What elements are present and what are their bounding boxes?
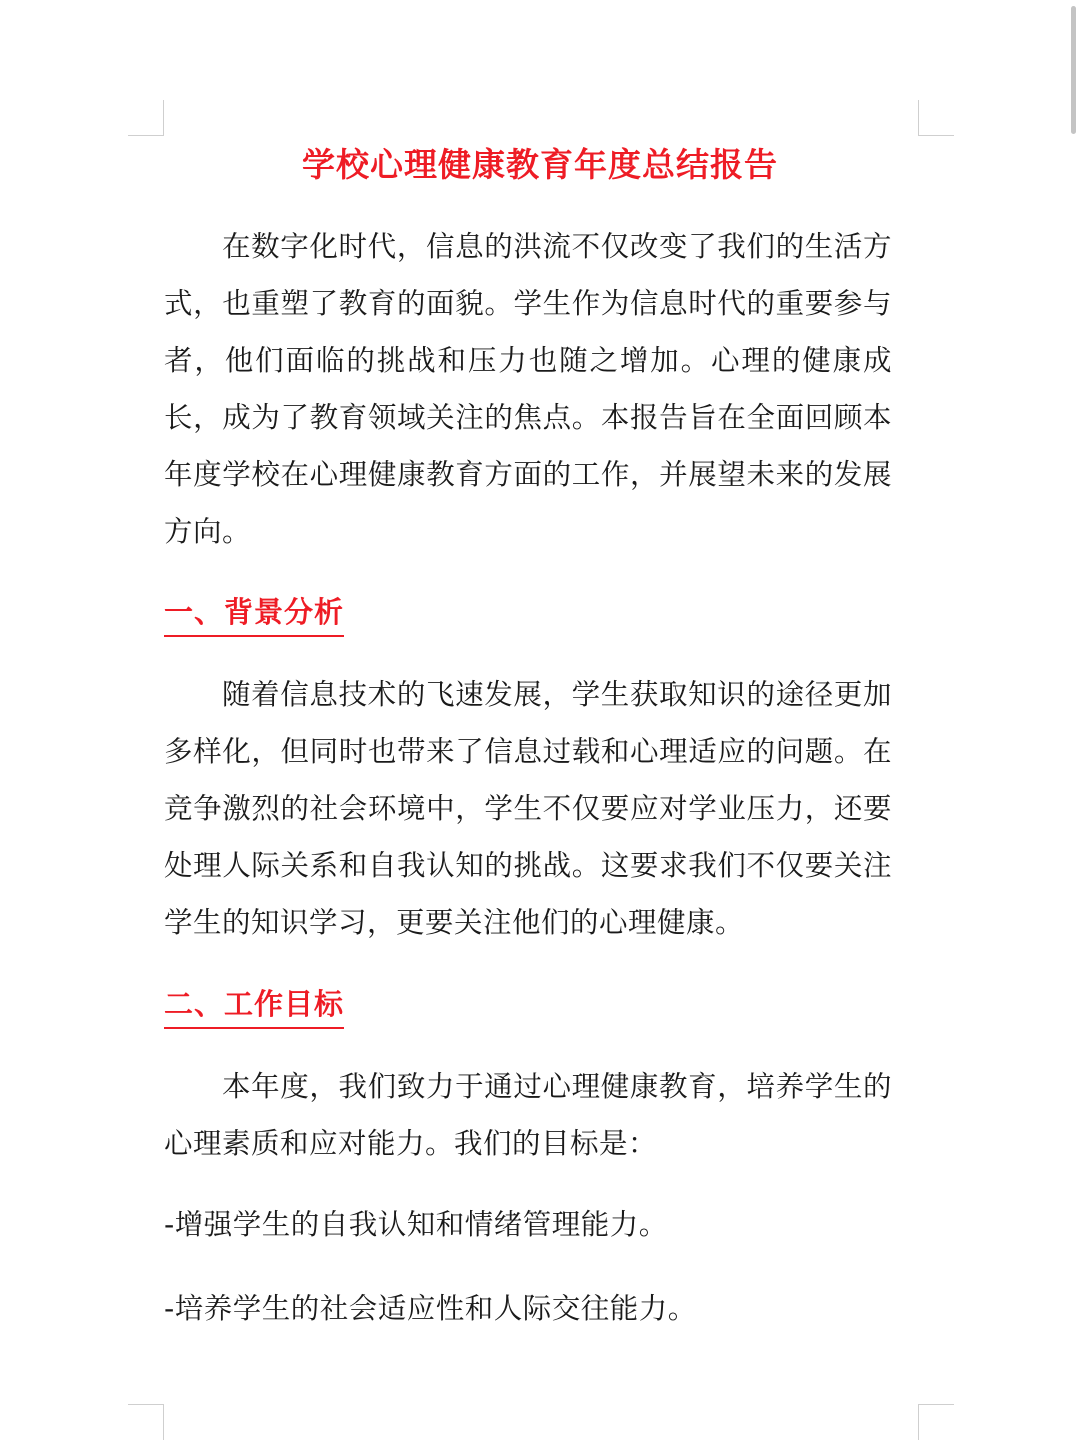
- section-paragraph-background: 随着信息技术的飞速发展，学生获取知识的途径更加多样化，但同时也带来了信息过载和心理适应的问题。在竞争激烈的社会环境中，学生不仅要应对学业压力，还要处理人际关系和自我认知的挑战。这要求我们不仅要关注学生的知识学习，更要关注他们的心理健康。: [164, 678, 892, 939]
- crop-mark: [163, 1404, 164, 1440]
- crop-mark: [128, 1404, 164, 1405]
- goal-list-item: -培养学生的社会适应性和人际交往能力。: [164, 1292, 697, 1325]
- crop-mark: [918, 1404, 954, 1405]
- section-heading-background: 一、背景分析: [164, 590, 344, 637]
- goal-list-item: -增强学生的自我认知和情绪管理能力。: [164, 1208, 668, 1241]
- crop-mark: [128, 135, 164, 136]
- crop-mark: [918, 100, 919, 136]
- section-paragraph-goals: 本年度，我们致力于通过心理健康教育，培养学生的心理素质和应对能力。我们的目标是：: [164, 1070, 892, 1160]
- crop-mark: [163, 100, 164, 136]
- crop-mark: [918, 135, 954, 136]
- vertical-scrollbar[interactable]: [1071, 6, 1076, 134]
- crop-mark: [918, 1404, 919, 1440]
- document-title: 学校心理健康教育年度总结报告: [302, 145, 778, 184]
- section-heading-goals: 二、工作目标: [164, 982, 344, 1029]
- intro-paragraph: 在数字化时代，信息的洪流不仅改变了我们的生活方式，也重塑了教育的面貌。学生作为信息时代的重要参与者，他们面临的挑战和压力也随之增加。心理的健康成长，成为了教育领域关注的焦点。本报告旨在全面回顾本年度学校在心理健康教育方面的工作，并展望未来的发展方向。: [164, 230, 892, 548]
